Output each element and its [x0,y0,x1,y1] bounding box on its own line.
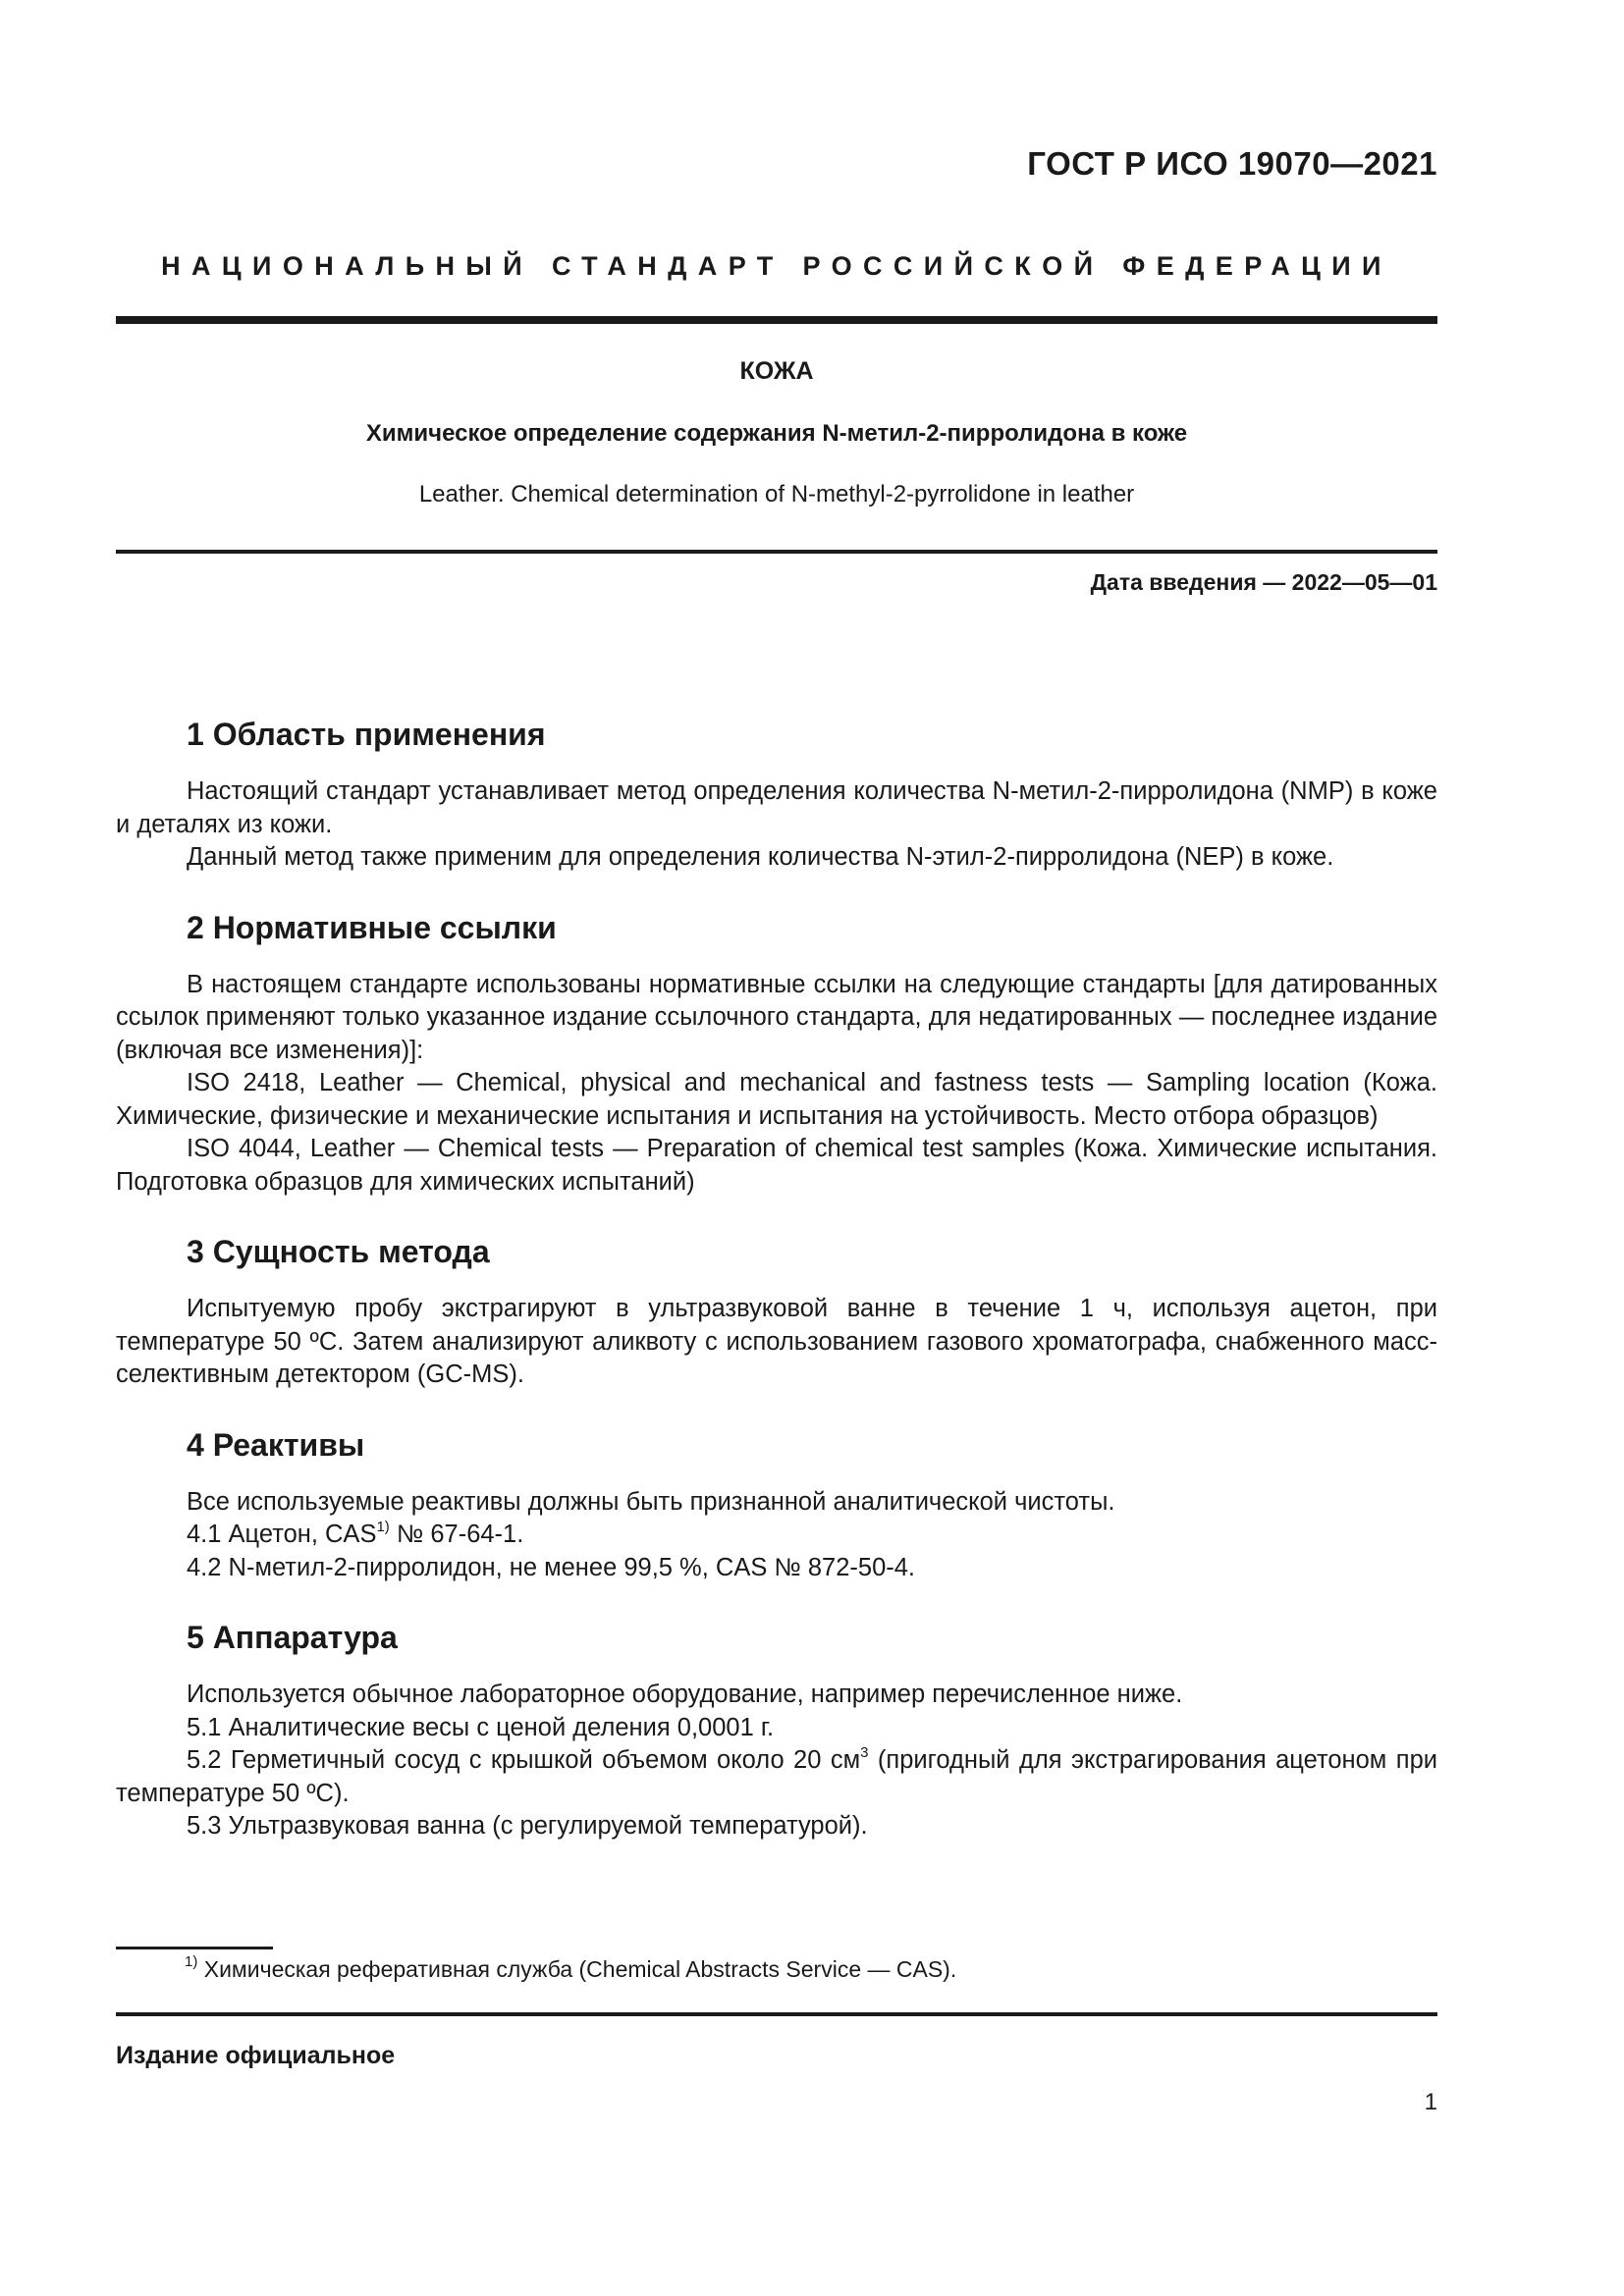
paragraph: Данный метод также применим для определения количества N-этил-2-пирролидона (NEP) в коже. [187,843,1334,871]
footnote [185,1953,957,1983]
paragraph-acetone [116,1519,1437,1552]
text: 4.1 Ацетон, CAS [187,1521,377,1548]
section-heading: 1 Область применения [187,717,546,752]
footnote-divider [116,1947,273,1949]
section-heading: 3 Сущность метода [187,1234,490,1269]
paragraph: В настоящем стандарте использованы нормативные ссылки на следующие стандарты [для датированных ссылок применяют только указанное издание ссылочного стандарта, для недатированных — последнее издание (включая все изменения)]: [116,970,1437,1064]
edition-label: Издание официальное [116,2042,396,2069]
date-of-introduction: Дата введения — 2022—05—01 [1090,569,1437,595]
header-divider [116,316,1437,324]
national-standard-banner: НАЦИОНАЛЬНЫЙ СТАНДАРТ РОССИЙСКОЙ ФЕДЕРАЦИИ [161,251,1392,281]
paragraph: 5.1 Аналитические весы с ценой деления 0,0001 г. [187,1713,775,1741]
page-number: 1 [1424,2089,1437,2115]
paragraph: Все используемые реактивы должны быть признанной аналитической чистоты. [187,1487,1115,1516]
document-subtitle: Химическое определение содержания N-метил-2-пирролидона в коже [365,420,1188,447]
paragraph: 4.2 N-метил-2-пирролидон, не менее 99,5 %, CAS № 872-50-4. [187,1553,916,1581]
superscript: 3 [860,1744,869,1761]
paragraph: Испытуемую пробу экстрагируют в ультразвуковой ванне в течение 1 ч, используя ацетон, при температуре 50 ºС. Затем анализируют аликвоту с использованием газового хроматографа, снабженного масс-селективным детектором (GC-MS). [116,1295,1437,1388]
title-divider [116,550,1437,554]
paragraph: Используется обычное лабораторное оборудование, например перечисленное ниже. [187,1681,1183,1708]
section-apparatus [116,1618,1437,1843]
document-title-english: Leather. Chemical determination of N-methyl-2-pyrrolidone in leather [418,481,1135,507]
section-scope [116,715,1437,875]
document-body [116,715,1437,1877]
paragraph: 5.3 Ультразвуковая ванна (с регулируемой температурой). [187,1812,868,1840]
footnote-ref: 1) [376,1519,390,1535]
reference-iso-2418: ISO 2418, Leather — Chemical, physical and mechanical and fastness tests — Sampling location (Кожа. Химические, физические и механические испытания и испытания на устойчивость. Место отбора образцов) [116,1069,1437,1130]
section-reagents [116,1425,1437,1585]
section-normative-references [116,908,1437,1200]
paragraph: Настоящий стандарт устанавливает метод определения количества N-метил-2-пирролидона (NMP) в коже и деталях из кожи. [116,777,1437,838]
footnote-marker: 1) [185,1953,198,1970]
section-heading: 2 Нормативные ссылки [187,909,557,945]
reference-iso-4044: ISO 4044, Leather — Chemical tests — Preparation of chemical test samples (Кожа. Химические испытания. Подготовка образцов для химических испытаний) [116,1135,1437,1196]
section-principle [116,1232,1437,1392]
footer-divider [116,2012,1437,2016]
text: № 67-64-1. [389,1521,524,1548]
footnote-text: Химическая реферативная служба (Chemical Abstracts Service — CAS). [197,1956,957,1982]
section-heading: 4 Реактивы [187,1426,365,1463]
text: 5.2 Герметичный сосуд с крышкой объемом около 20 см [187,1746,861,1774]
text: (пригодный для экстрагирования ацетоном при температуре 50 ºС). [116,1746,1438,1807]
section-heading: 5 Аппаратура [187,1620,398,1655]
document-title: КОЖА [739,357,814,385]
paragraph-vessel [116,1744,1437,1810]
standard-designation: ГОСТ Р ИСО 19070—2021 [1027,145,1437,182]
